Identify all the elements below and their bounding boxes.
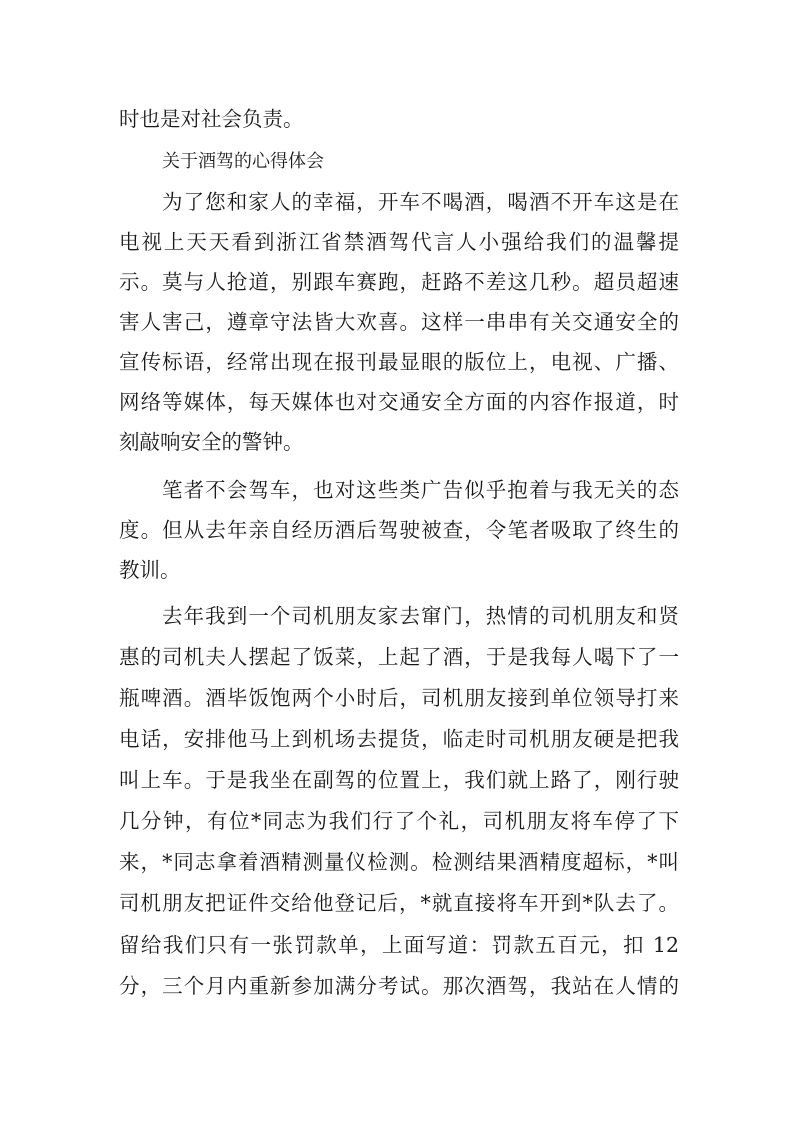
text-line: 教训。 [119,558,181,582]
text-line: 司机朋友把证件交给他登记后，*就直接将车开到*队去了。 [119,891,679,915]
text-line: 几分钟，有位*同志为我们行了个礼，司机朋友将车停了下 [119,809,679,833]
text-line: 瓶啤酒。酒毕饭饱两个小时后，司机朋友接到单位领导打来 [119,686,679,710]
section-title: 关于酒驾的心得体会 [162,151,324,172]
text-line: 度。但从去年亲自经历酒后驾驶被查，令笔者吸取了终生的 [119,518,679,542]
text-line: 时也是对社会负责。 [119,107,304,131]
text-line: 惠的司机夫人摆起了饭菜，上起了酒，于是我每人喝下了一 [119,645,679,669]
text-line: 刻敲响安全的警钟。 [119,430,304,454]
text-line: 去年我到一个司机朋友家去窜门，热情的司机朋友和贤 [162,604,679,628]
text-line: 来，*同志拿着酒精测量仪检测。检测结果酒精度超标，*叫 [119,850,679,874]
text-line: 电视上天天看到浙江省禁酒驾代言人小强给我们的温馨提 [119,230,679,254]
text-line: 叫上车。于是我坐在副驾的位置上，我们就上路了，刚行驶 [119,768,679,792]
text-line: 分，三个月内重新参加满分考试。那次酒驾，我站在人情的 [119,974,679,998]
text-line: 留给我们只有一张罚款单，上面写道：罚款五百元，扣 12 [119,933,679,957]
text-line: 网络等媒体，每天媒体也对交通安全方面的内容作报道，时 [119,390,679,414]
text-line: 电话，安排他马上到机场去提货，临走时司机朋友硬是把我 [119,727,679,751]
text-line: 宣传标语，经常出现在报刊最显眼的版位上，电视、广播、 [119,350,679,374]
text-line: 笔者不会驾车，也对这些类广告似乎抱着与我无关的态 [162,478,679,502]
text-line: 示。莫与人抢道，别跟车赛跑，赶路不差这几秒。超员超速 [119,270,679,294]
text-line: 为了您和家人的幸福，开车不喝酒，喝酒不开车这是在 [162,190,679,214]
text-line: 害人害己，遵章守法皆大欢喜。这样一串串有关交通安全的 [119,310,679,334]
